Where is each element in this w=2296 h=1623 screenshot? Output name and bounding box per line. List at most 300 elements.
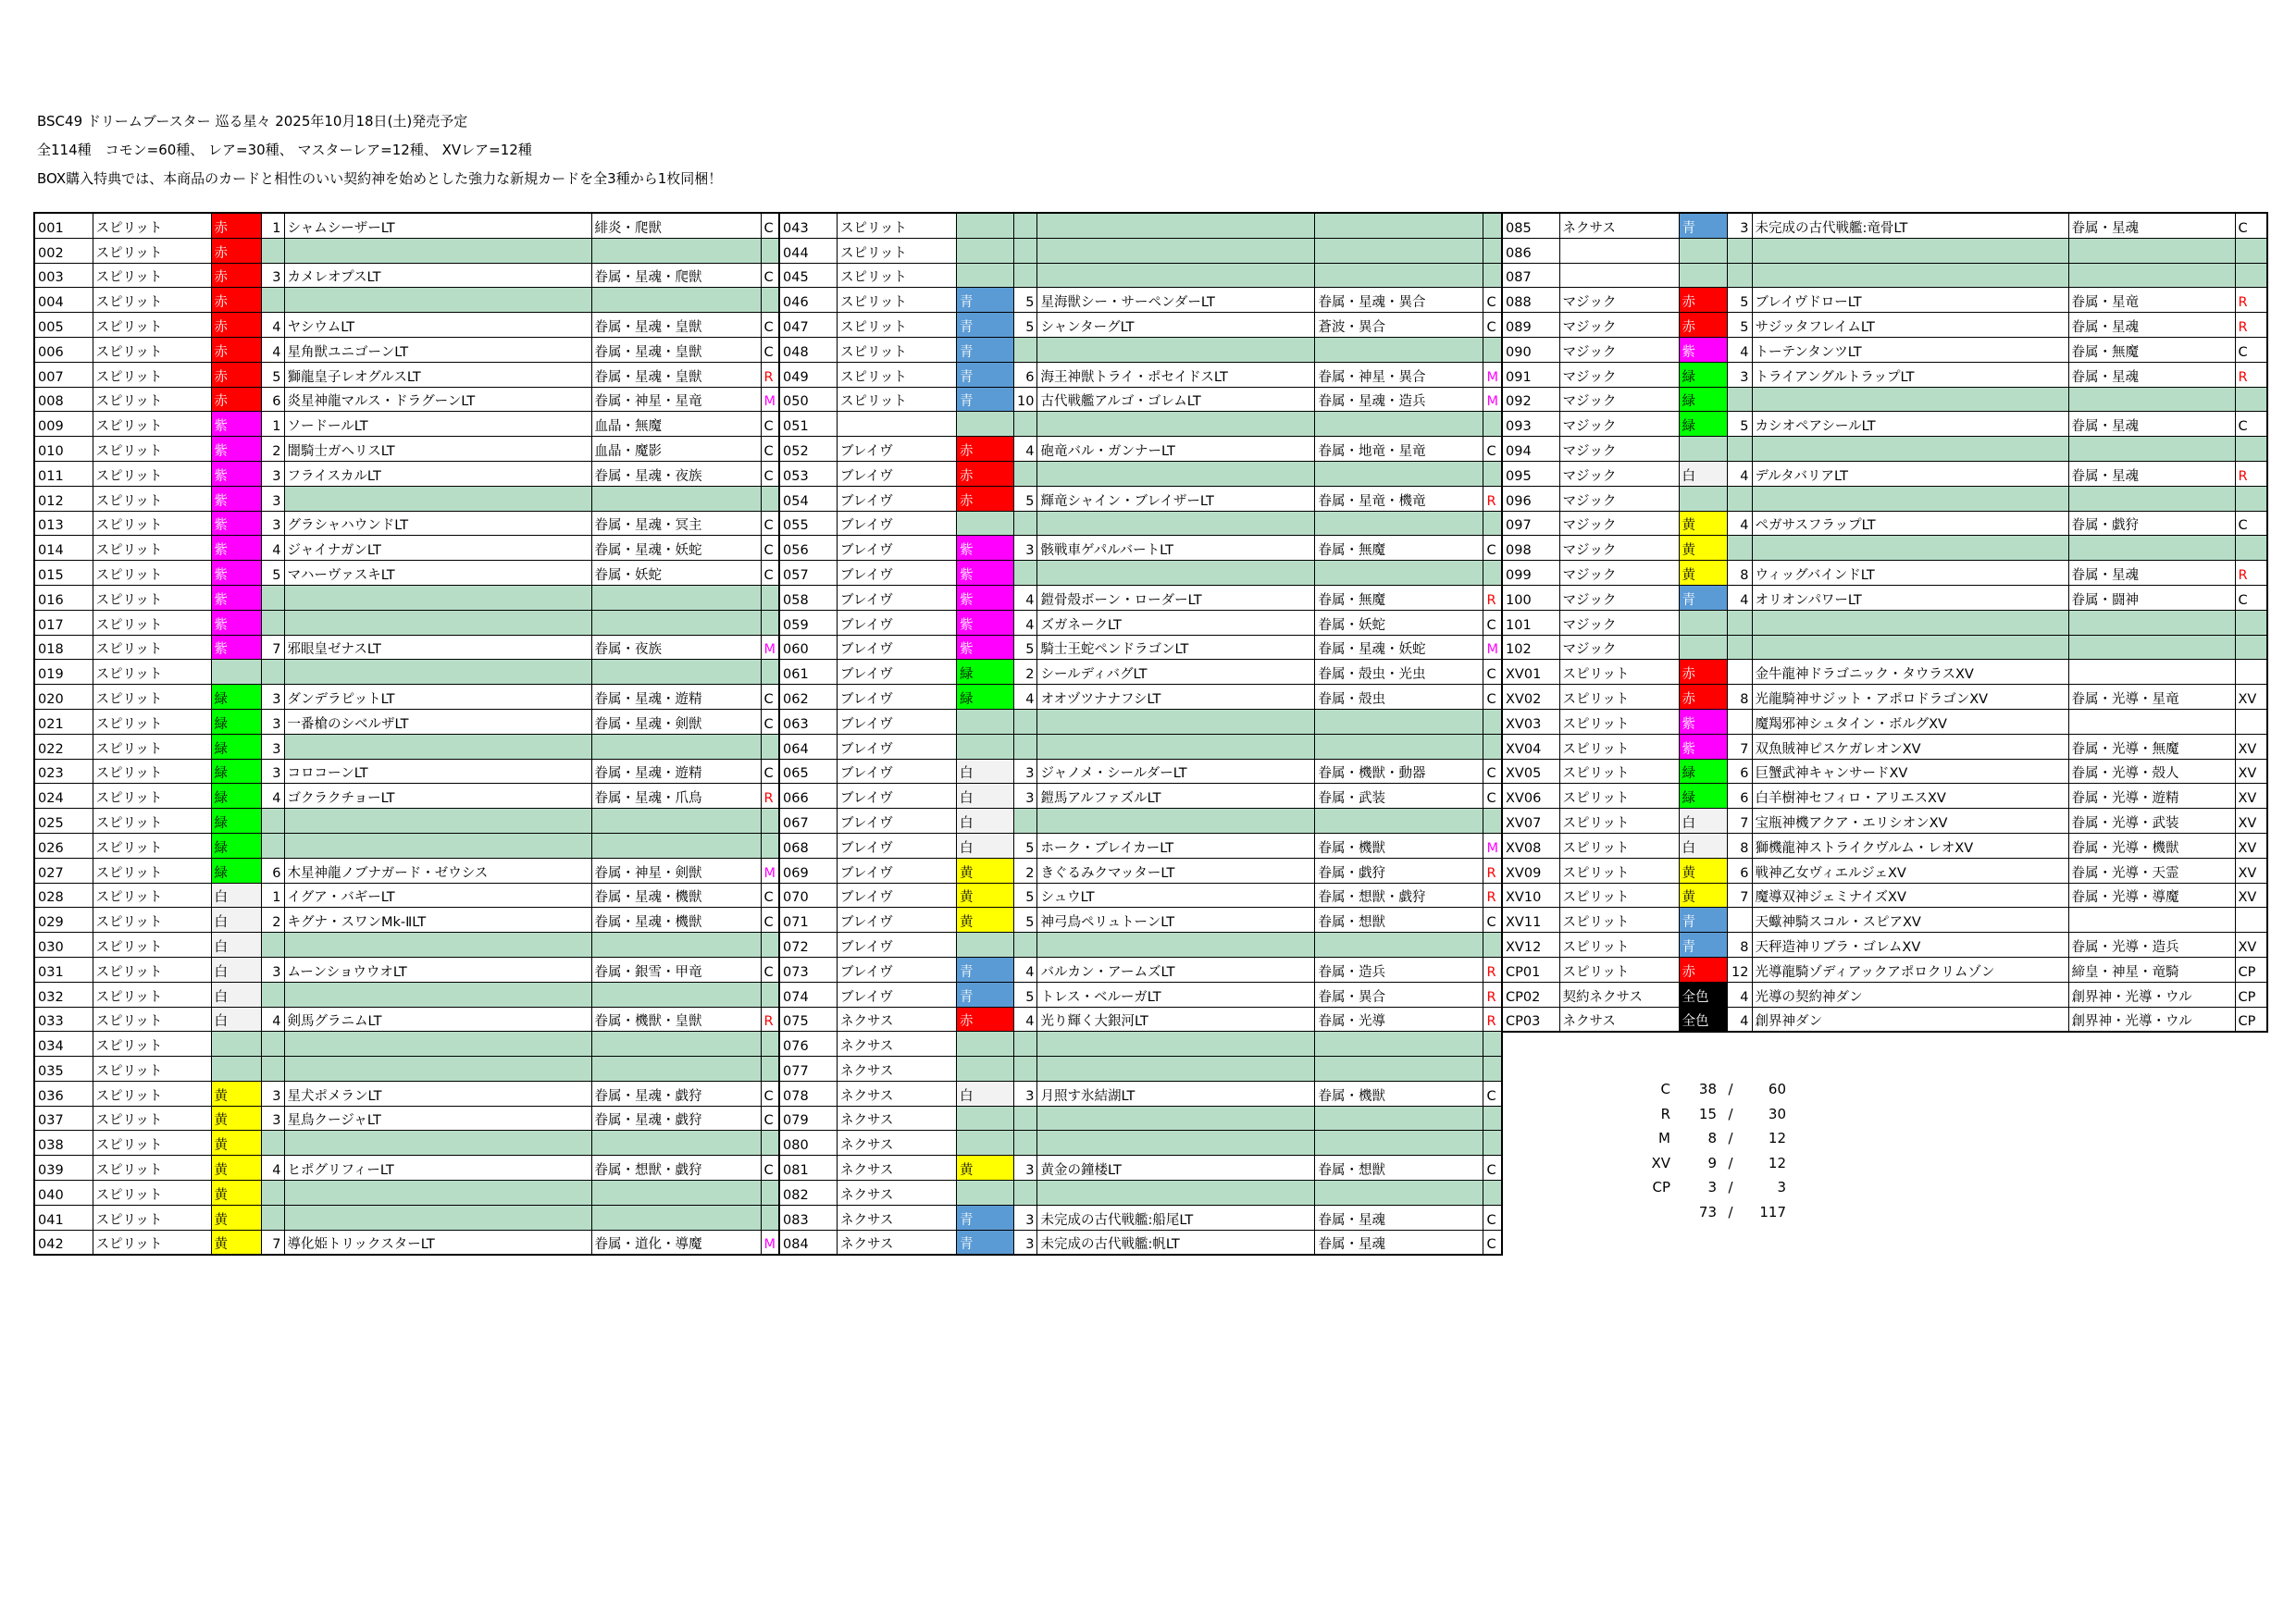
card-color: 緑 xyxy=(211,759,261,784)
card-family xyxy=(591,660,761,685)
card-type: ブレイヴ xyxy=(838,883,957,908)
card-type: マジック xyxy=(1559,461,1679,486)
card-number: 092 xyxy=(1502,387,1559,412)
card-family: 眷属・光導・天霊 xyxy=(2068,858,2235,883)
card-cost: 4 xyxy=(1727,461,1752,486)
card-cost xyxy=(1014,561,1037,586)
card-cost: 5 xyxy=(261,561,284,586)
card-color: 白 xyxy=(957,809,1014,834)
card-family: 眷属・闘神 xyxy=(2068,585,2235,610)
card-cost: 3 xyxy=(1727,213,1752,238)
card-family: 眷属・戯狩 xyxy=(2068,511,2235,536)
card-row xyxy=(1502,809,2267,834)
card-number: 012 xyxy=(34,486,93,511)
card-family xyxy=(591,809,761,834)
card-row xyxy=(1502,536,2267,561)
card-number: XV01 xyxy=(1502,660,1559,685)
card-cost: 5 xyxy=(1014,982,1037,1007)
card-row xyxy=(34,883,779,908)
card-family: 眷属・光導・造兵 xyxy=(2068,933,2235,958)
card-rarity xyxy=(1483,709,1502,734)
card-name: シャンターグLT xyxy=(1037,313,1315,338)
card-row xyxy=(1502,412,2267,437)
card-cost xyxy=(1014,238,1037,263)
card-color xyxy=(957,412,1014,437)
card-family: 眷属・想獣・戯狩 xyxy=(591,1156,761,1181)
card-family: 眷属・星魂・妖蛇 xyxy=(1315,635,1483,660)
card-type: スピリット xyxy=(93,1057,211,1082)
card-cost xyxy=(1014,412,1037,437)
card-color: 緑 xyxy=(211,709,261,734)
card-row xyxy=(1502,561,2267,586)
card-cost: 5 xyxy=(1014,486,1037,511)
card-type: 契約ネクサス xyxy=(1559,982,1679,1007)
card-cost xyxy=(1727,437,1752,462)
card-row xyxy=(34,685,779,710)
card-number: 028 xyxy=(34,883,93,908)
card-name: 星鳥クージャLT xyxy=(284,1106,591,1131)
card-color: 青 xyxy=(957,1230,1014,1255)
card-number: 050 xyxy=(780,387,838,412)
card-family: 眷属・星竜・機竜 xyxy=(1315,486,1483,511)
card-family: 眷属・星魂・遊精 xyxy=(591,685,761,710)
card-type: スピリット xyxy=(838,313,957,338)
card-family xyxy=(591,610,761,635)
card-family: 眷属・星魂・夜族 xyxy=(591,461,761,486)
card-row xyxy=(1502,734,2267,759)
card-row xyxy=(780,213,1502,238)
card-rarity: C xyxy=(761,213,779,238)
card-number: 062 xyxy=(780,685,838,710)
card-family xyxy=(591,1032,761,1057)
card-cost: 5 xyxy=(1727,313,1752,338)
card-rarity xyxy=(1483,561,1502,586)
card-color: 紫 xyxy=(957,585,1014,610)
stat-row xyxy=(1629,1175,1786,1200)
card-number: 087 xyxy=(1502,263,1559,288)
card-table-col1 xyxy=(33,212,780,1256)
card-rarity xyxy=(1483,213,1502,238)
card-rarity: C xyxy=(761,1106,779,1131)
card-name xyxy=(1037,809,1315,834)
card-rarity: XV xyxy=(2235,858,2267,883)
card-color: 赤 xyxy=(211,337,261,362)
card-color: 緑 xyxy=(211,833,261,858)
card-rarity: C xyxy=(761,1081,779,1106)
card-type: ブレイヴ xyxy=(838,536,957,561)
card-number: XV07 xyxy=(1502,809,1559,834)
card-name: 鎧馬アルファズルLT xyxy=(1037,784,1315,809)
card-number: 083 xyxy=(780,1205,838,1230)
card-number: XV10 xyxy=(1502,883,1559,908)
card-type: ネクサス xyxy=(838,1156,957,1181)
card-rarity xyxy=(1483,734,1502,759)
card-row xyxy=(34,461,779,486)
card-table-col2 xyxy=(779,212,1503,1256)
card-number: 089 xyxy=(1502,313,1559,338)
card-row xyxy=(34,1057,779,1082)
card-number: 007 xyxy=(34,362,93,387)
card-number: 047 xyxy=(780,313,838,338)
card-family: 眷属・星魂 xyxy=(1315,1230,1483,1255)
card-row xyxy=(780,461,1502,486)
card-type: スピリット xyxy=(93,833,211,858)
card-number: 027 xyxy=(34,858,93,883)
card-color: 紫 xyxy=(211,511,261,536)
card-family xyxy=(2068,610,2235,635)
card-family xyxy=(1315,933,1483,958)
card-type: スピリット xyxy=(838,387,957,412)
card-cost: 5 xyxy=(1014,288,1037,313)
card-row xyxy=(1502,957,2267,982)
card-number: 081 xyxy=(780,1156,838,1181)
stat-total: 12 xyxy=(1768,1154,1786,1171)
card-family xyxy=(1315,1106,1483,1131)
card-rarity: C xyxy=(761,709,779,734)
card-type: マジック xyxy=(1559,511,1679,536)
card-color: 紫 xyxy=(1679,734,1727,759)
card-number: 069 xyxy=(780,858,838,883)
card-number: 042 xyxy=(34,1230,93,1255)
card-family: 眷属・殻虫 xyxy=(1315,685,1483,710)
card-color xyxy=(1679,635,1727,660)
card-family: 眷属・光導・星竜 xyxy=(2068,685,2235,710)
card-row xyxy=(780,957,1502,982)
card-family xyxy=(591,486,761,511)
card-color xyxy=(211,1057,261,1082)
card-color xyxy=(957,1032,1014,1057)
card-type: スピリット xyxy=(1559,685,1679,710)
card-name: オオヅツナナフシLT xyxy=(1037,685,1315,710)
card-family: 眷属・想獣 xyxy=(1315,1156,1483,1181)
card-row xyxy=(780,833,1502,858)
card-family: 眷属・造兵 xyxy=(1315,957,1483,982)
card-rarity xyxy=(2235,486,2267,511)
card-row xyxy=(780,858,1502,883)
card-row xyxy=(780,536,1502,561)
card-name xyxy=(1037,1131,1315,1156)
card-rarity: C xyxy=(761,437,779,462)
card-row xyxy=(1502,709,2267,734)
card-family xyxy=(1315,709,1483,734)
card-cost xyxy=(1727,238,1752,263)
card-cost: 5 xyxy=(1014,313,1037,338)
card-cost: 8 xyxy=(1727,685,1752,710)
card-name xyxy=(284,982,591,1007)
card-family: 眷属・星魂 xyxy=(2068,213,2235,238)
card-name xyxy=(284,660,591,685)
card-name: キグナ・スワンMk-ⅡLT xyxy=(284,908,591,933)
card-family xyxy=(1315,511,1483,536)
card-number: 090 xyxy=(1502,337,1559,362)
card-color: 紫 xyxy=(211,437,261,462)
card-name: 巨蟹武神キャンサードXV xyxy=(1752,759,2068,784)
card-rarity: C xyxy=(761,337,779,362)
card-family: 眷属・光導・遊精 xyxy=(2068,784,2235,809)
card-color: 青 xyxy=(1679,213,1727,238)
card-cost: 4 xyxy=(1014,685,1037,710)
card-type: ネクサス xyxy=(838,1057,957,1082)
card-name xyxy=(1752,387,2068,412)
card-color: 赤 xyxy=(957,486,1014,511)
card-family: 眷属・星魂・剣獣 xyxy=(591,709,761,734)
card-type: スピリット xyxy=(1559,809,1679,834)
card-rarity: R xyxy=(2235,362,2267,387)
card-cost xyxy=(261,1057,284,1082)
card-cost: 4 xyxy=(261,536,284,561)
card-family xyxy=(591,1181,761,1206)
card-type: ブレイヴ xyxy=(838,660,957,685)
card-row xyxy=(780,387,1502,412)
card-type: スピリット xyxy=(1559,957,1679,982)
card-family: 眷属・無魔 xyxy=(1315,585,1483,610)
header-note: BOX購入特典では、本商品のカードと相性のいい契約神を始めとした強力な新規カードを全3種から1枚同梱！ xyxy=(37,170,723,187)
card-name: オリオンパワーLT xyxy=(1752,585,2068,610)
card-row xyxy=(1502,437,2267,462)
card-color: 赤 xyxy=(211,362,261,387)
card-cost: 3 xyxy=(1014,1081,1037,1106)
card-name: バルカン・アームズLT xyxy=(1037,957,1315,982)
card-type: マジック xyxy=(1559,313,1679,338)
card-type: マジック xyxy=(1559,412,1679,437)
stat-have: 9 xyxy=(1707,1154,1717,1171)
card-number: 072 xyxy=(780,933,838,958)
card-type: スピリット xyxy=(838,337,957,362)
card-rarity xyxy=(2235,908,2267,933)
card-row xyxy=(1502,759,2267,784)
card-name: 輝竜シャイン・ブレイザーLT xyxy=(1037,486,1315,511)
card-cost xyxy=(1014,1057,1037,1082)
card-family: 眷属・神星・星竜 xyxy=(591,387,761,412)
card-cost xyxy=(261,1205,284,1230)
card-row xyxy=(1502,313,2267,338)
card-type: マジック xyxy=(1559,610,1679,635)
card-family xyxy=(1315,734,1483,759)
card-rarity xyxy=(1483,263,1502,288)
card-color: 赤 xyxy=(211,263,261,288)
card-name: 創界神ダン xyxy=(1752,1007,2068,1032)
card-type: ブレイヴ xyxy=(838,982,957,1007)
card-cost: 5 xyxy=(1014,883,1037,908)
card-cost: 2 xyxy=(1014,660,1037,685)
card-name xyxy=(1752,238,2068,263)
card-row xyxy=(780,1081,1502,1106)
card-number: 016 xyxy=(34,585,93,610)
card-type: スピリット xyxy=(93,238,211,263)
card-family: 血晶・無魔 xyxy=(591,412,761,437)
card-cost: 3 xyxy=(261,511,284,536)
card-cost xyxy=(1727,486,1752,511)
card-name: 闇騎士ガヘリスLT xyxy=(284,437,591,462)
card-number: XV08 xyxy=(1502,833,1559,858)
card-row xyxy=(780,933,1502,958)
card-row xyxy=(780,685,1502,710)
card-row xyxy=(34,1205,779,1230)
card-name: 砲竜バル・ガンナーLT xyxy=(1037,437,1315,462)
card-row xyxy=(34,213,779,238)
card-cost: 12 xyxy=(1727,957,1752,982)
card-name xyxy=(1037,709,1315,734)
card-rarity: C xyxy=(1483,610,1502,635)
card-number: 094 xyxy=(1502,437,1559,462)
card-type: ブレイヴ xyxy=(838,709,957,734)
card-cost: 2 xyxy=(1014,858,1037,883)
card-number: 057 xyxy=(780,561,838,586)
card-name xyxy=(284,1032,591,1057)
card-type: スピリット xyxy=(1559,709,1679,734)
card-type: スピリット xyxy=(838,213,957,238)
card-name xyxy=(1037,213,1315,238)
card-color: 青 xyxy=(1679,933,1727,958)
card-type: スピリット xyxy=(93,809,211,834)
card-cost: 3 xyxy=(1014,784,1037,809)
card-color: 紫 xyxy=(211,486,261,511)
card-color: 白 xyxy=(957,833,1014,858)
card-name: 月照す氷結湖LT xyxy=(1037,1081,1315,1106)
card-cost: 6 xyxy=(1014,362,1037,387)
card-number: 021 xyxy=(34,709,93,734)
card-rarity xyxy=(761,1131,779,1156)
card-row xyxy=(1502,461,2267,486)
card-rarity xyxy=(2235,660,2267,685)
card-rarity: R xyxy=(2235,561,2267,586)
card-rarity: C xyxy=(2235,337,2267,362)
card-rarity: C xyxy=(761,263,779,288)
card-color: 白 xyxy=(211,1007,261,1032)
card-name xyxy=(1037,734,1315,759)
card-type: ブレイヴ xyxy=(838,511,957,536)
card-row xyxy=(1502,833,2267,858)
card-cost: 10 xyxy=(1014,387,1037,412)
card-type xyxy=(1559,263,1679,288)
card-row xyxy=(34,1032,779,1057)
card-cost xyxy=(1727,709,1752,734)
card-cost: 6 xyxy=(261,387,284,412)
card-type: スピリット xyxy=(838,362,957,387)
card-type: スピリット xyxy=(93,1230,211,1255)
card-family: 眷属・想獣・戯狩 xyxy=(1315,883,1483,908)
card-family xyxy=(591,1205,761,1230)
card-color: 赤 xyxy=(211,288,261,313)
card-color: 紫 xyxy=(211,561,261,586)
card-type: スピリット xyxy=(93,610,211,635)
card-type: ネクサス xyxy=(838,1007,957,1032)
card-rarity xyxy=(1483,1106,1502,1131)
card-name xyxy=(1037,1032,1315,1057)
card-color: 白 xyxy=(211,957,261,982)
card-type: スピリット xyxy=(1559,660,1679,685)
card-family: 創界神・光導・ウル xyxy=(2068,982,2235,1007)
card-rarity xyxy=(1483,809,1502,834)
card-number: 082 xyxy=(780,1181,838,1206)
card-cost: 7 xyxy=(1727,809,1752,834)
card-name: 金牛龍神ドラゴニック・タウラスXV xyxy=(1752,660,2068,685)
card-cost: 8 xyxy=(1727,833,1752,858)
card-rarity: C xyxy=(1483,536,1502,561)
card-cost xyxy=(1014,709,1037,734)
card-rarity: R xyxy=(1483,982,1502,1007)
card-number: 096 xyxy=(1502,486,1559,511)
card-color: 黄 xyxy=(1679,511,1727,536)
card-cost: 1 xyxy=(261,213,284,238)
card-type: スピリット xyxy=(93,1032,211,1057)
card-name: 獅龍皇子レオグルスLT xyxy=(284,362,591,387)
card-type: ブレイヴ xyxy=(838,933,957,958)
card-rarity xyxy=(761,288,779,313)
card-color: 緑 xyxy=(211,858,261,883)
card-row xyxy=(34,313,779,338)
card-name: カメレオプスLT xyxy=(284,263,591,288)
card-name: サジッタフレイムLT xyxy=(1752,313,2068,338)
card-color xyxy=(957,263,1014,288)
card-color xyxy=(957,1181,1014,1206)
card-row xyxy=(34,809,779,834)
card-number: 101 xyxy=(1502,610,1559,635)
card-name xyxy=(1037,933,1315,958)
card-number: 044 xyxy=(780,238,838,263)
card-row xyxy=(780,1230,1502,1255)
card-number: 052 xyxy=(780,437,838,462)
card-row xyxy=(34,1081,779,1106)
card-number: 065 xyxy=(780,759,838,784)
card-cost: 4 xyxy=(261,784,284,809)
card-color xyxy=(957,1131,1014,1156)
card-row xyxy=(780,263,1502,288)
card-color: 黄 xyxy=(211,1205,261,1230)
card-type: ネクサス xyxy=(838,1106,957,1131)
card-family: 眷属・殻虫・光虫 xyxy=(1315,660,1483,685)
card-number: 060 xyxy=(780,635,838,660)
card-number: CP03 xyxy=(1502,1007,1559,1032)
card-rarity xyxy=(1483,337,1502,362)
card-type: スピリット xyxy=(93,1106,211,1131)
card-name: シールディバグLT xyxy=(1037,660,1315,685)
card-name: 炎星神龍マルス・ドラグーンLT xyxy=(284,387,591,412)
card-name: 骸戦車ゲパルバートLT xyxy=(1037,536,1315,561)
card-rarity xyxy=(761,660,779,685)
card-type: マジック xyxy=(1559,288,1679,313)
card-name: トレス・ベルーガLT xyxy=(1037,982,1315,1007)
card-row xyxy=(1502,858,2267,883)
card-name: ゴクラクチョーLT xyxy=(284,784,591,809)
card-cost: 3 xyxy=(261,685,284,710)
card-cost xyxy=(261,660,284,685)
card-rarity: XV xyxy=(2235,933,2267,958)
card-family xyxy=(591,288,761,313)
card-row xyxy=(780,759,1502,784)
header-summary: 全114種 コモン=60種、 レア=30種、 マスターレア=12種、 XVレア=12種 xyxy=(37,142,532,158)
card-type: スピリット xyxy=(93,933,211,958)
card-number: 054 xyxy=(780,486,838,511)
card-rarity xyxy=(1483,1131,1502,1156)
card-rarity: R xyxy=(761,362,779,387)
card-family: 眷属・機獣・皇獣 xyxy=(591,1007,761,1032)
card-name xyxy=(1037,461,1315,486)
card-type: ブレイヴ xyxy=(838,486,957,511)
card-rarity: XV xyxy=(2235,759,2267,784)
card-type: スピリット xyxy=(93,263,211,288)
card-number: 011 xyxy=(34,461,93,486)
card-rarity: C xyxy=(761,759,779,784)
card-family: 眷属・神星・異合 xyxy=(1315,362,1483,387)
card-number: 051 xyxy=(780,412,838,437)
card-rarity: R xyxy=(2235,313,2267,338)
card-name: 星角獣ユニゴーンLT xyxy=(284,337,591,362)
stat-row xyxy=(1629,1077,1786,1102)
stat-label: C xyxy=(1660,1081,1670,1097)
card-row xyxy=(1502,511,2267,536)
card-number: 018 xyxy=(34,635,93,660)
